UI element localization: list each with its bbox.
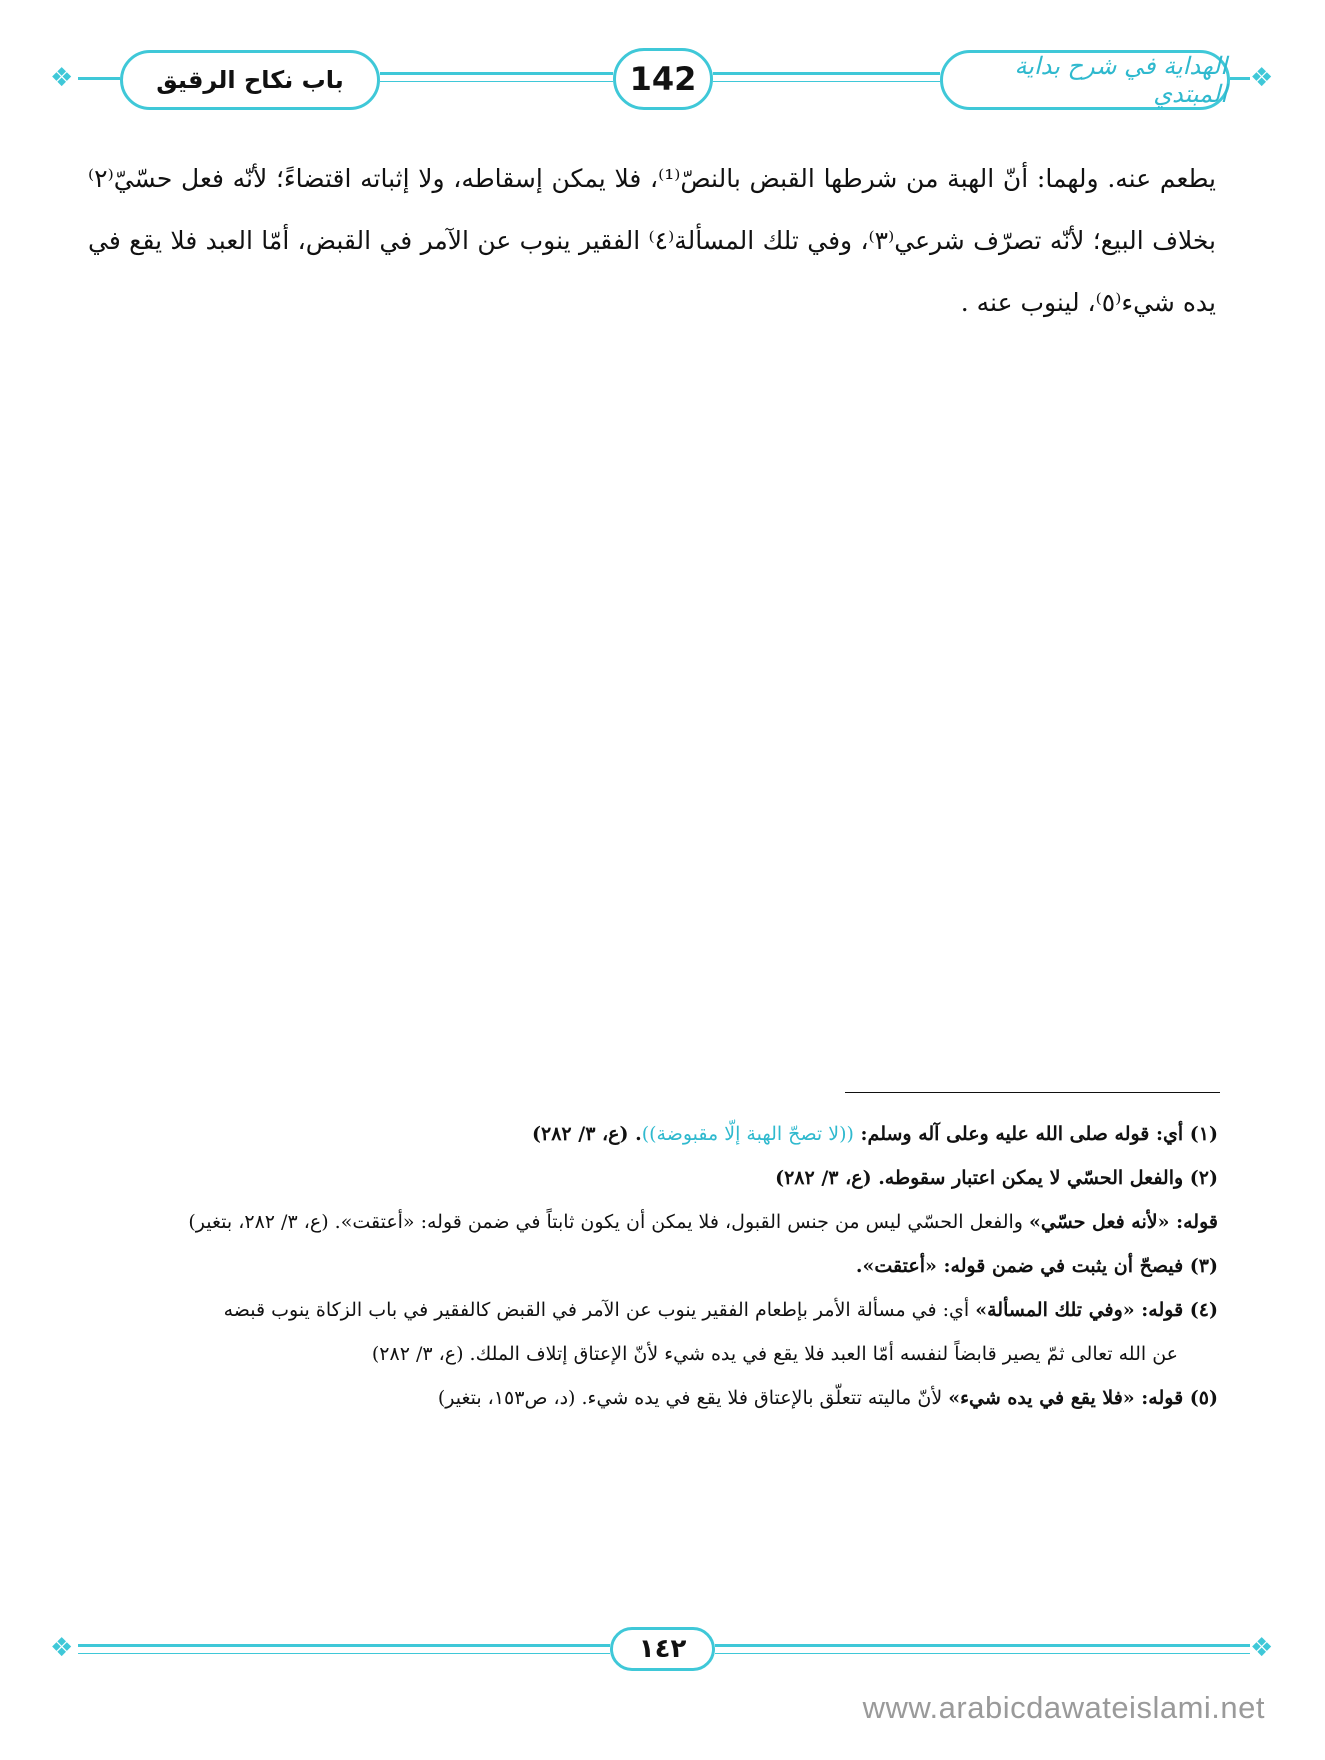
footnote-separator: [845, 1092, 1220, 1093]
page-header: [50, 45, 1275, 115]
footer-rule-left: [78, 1644, 610, 1647]
header-rule-mid-left: [380, 72, 613, 75]
main-paragraph: يطعم عنه. ولهما: أنّ الهبة من شرطها القبض بالنصّ⁽¹⁾، فلا يمكن إسقاطه، ولا إثباته اقتضاءً؛ لأنّه فعل حسّيّ⁽٢⁾ بخلاف البيع؛ لأنّه تصرّف شرعي⁽٣⁾، وفي تلك المسألة⁽٤⁾ الفقير ينوب عن الآمر في القبض، أمّا العبد فلا يقع في يده شيء⁽٥⁾، لينوب عنه .: [88, 164, 1216, 317]
footnotes: [88, 1112, 1218, 1420]
footer-right-ornament-icon: ❖: [1250, 1633, 1274, 1663]
footnote-2-commentary-lead: قوله: «لأنه فعل حسّي»: [1029, 1211, 1218, 1233]
footer-rule-right-thin: [715, 1653, 1250, 1654]
footnote-1-prefix: (١) أي: قوله صلى الله عليه وعلى آله وسلم:: [853, 1123, 1218, 1145]
header-rule-left: [78, 77, 120, 80]
footnote-4: [88, 1288, 1218, 1332]
header-rule-mid-right: [713, 72, 940, 75]
footnote-1: [88, 1112, 1218, 1156]
footer-left-ornament-icon: ❖: [50, 1633, 74, 1663]
footnote-2: (٢) والفعل الحسّي لا يمكن اعتبار سقوطه. (ع، ٣/ ٢٨٢): [775, 1167, 1218, 1189]
footnote-5: [88, 1376, 1218, 1420]
page-footer: [50, 1625, 1275, 1675]
footnote-1-hadith-quote: ((لا تصحّ الهبة إلّا مقبوضة)): [641, 1123, 854, 1145]
header-rule-right: [1230, 77, 1250, 80]
chapter-title: باب نكاح الرقيق: [120, 50, 380, 110]
footnote-5-text: لأنّ ماليته تتعلّق بالإعتاق فلا يقع في يده شيء. (د، ص١٥٣، بتغير): [437, 1387, 949, 1409]
footnote-4-lead: قوله: «وفي تلك المسألة»: [975, 1299, 1184, 1321]
footer-rule-right: [715, 1644, 1250, 1647]
footnote-4-number: (٤): [1183, 1299, 1218, 1321]
book-title: الهداية في شرح بداية المبتدي: [940, 50, 1230, 110]
header-rule-mid-left-thin: [380, 81, 613, 82]
footnote-2-commentary: [88, 1200, 1218, 1244]
header-rule-mid-right-thin: [713, 81, 940, 82]
footer-page-number: ١٤٢: [610, 1627, 715, 1671]
website-watermark[interactable]: www.arabicdawateislami.net: [862, 1690, 1265, 1725]
footnote-3: (٣) فيصحّ أن يثبت في ضمن قوله: «أعتقت».: [855, 1255, 1218, 1277]
footnote-4-text: أي: في مسألة الأمر بإطعام الفقير ينوب عن الآمر في القبض كالفقير في باب الزكاة ينوب قبضه: [223, 1299, 976, 1321]
page-number: 142: [613, 48, 713, 110]
right-ornament-icon: ❖: [1250, 63, 1274, 93]
footnote-4-continuation: عن الله تعالى ثمّ يصير قابضاً لنفسه أمّا العبد فلا يقع في يده شيء لأنّ الإعتاق إتلاف الملك. (ع، ٣/ ٢٨٢): [371, 1343, 1178, 1365]
footer-rule-left-thin: [78, 1653, 610, 1654]
footnote-1-suffix: . (ع، ٣/ ٢٨٢): [532, 1123, 642, 1145]
footnote-2-commentary-text: والفعل الحسّي ليس من جنس القبول، فلا يمكن أن يكون ثابتاً في ضمن قوله: «أعتقت». (ع، ٣/ ٢٨٢، بتغير): [188, 1211, 1030, 1233]
left-ornament-icon: ❖: [50, 63, 74, 93]
footnote-5-lead: قوله: «فلا يقع في يده شيء»: [948, 1387, 1184, 1409]
footnote-5-number: (٥): [1183, 1387, 1218, 1409]
